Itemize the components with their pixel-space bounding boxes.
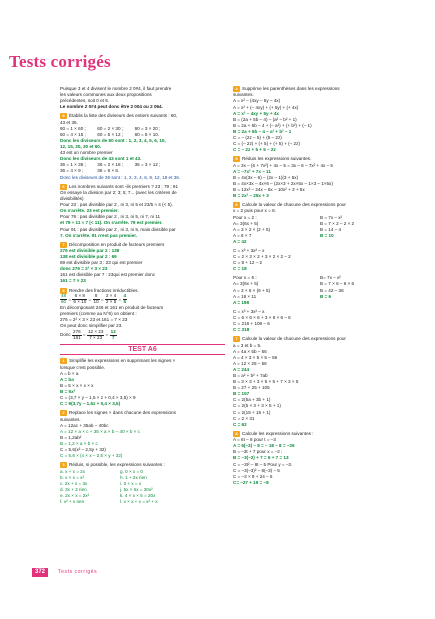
answer-line: C = 18 [233,266,247,272]
list-item: c. 2x + x = 3x [60,480,88,486]
answer-line: On s'arrête. 23 est premier. [60,208,119,214]
exercise-number-badge: 4 [233,86,240,92]
exercise-number-badge: 5 [233,156,240,162]
answer-line: A = 6(–3) – 8 = – 18 – 8 = –26 [233,443,295,449]
exercise-7-evaluate: 7 Calcule la valeur de chacune des expressions pour a = 3 et b = 5. A = 4a × 5b – 56 A = 4 × 3 × 5 × 5 – 56 A = 12 × 25 – 56 A = 244 B = a² + b² + 7ab B = 3 × 3 + 3 × 5 × 5 + 7 × 3 × 5 B = 27 + 25 + 105 B = 157 C = 2(5a + 3b + 1) C = 2(5 × 3 + 3 × 5 + 1) C = 2(15 + 15 + 1) C = 2 × 31 C = 62 [233,336,403,428]
answer-line: 161 = 7 × 23 [60,278,86,284]
text-line: Pour 23 : pas divisible par 2 , ni 3, ni 5 et 23/5 ≈ 4 (< 5). [60,202,173,208]
answer-line: donc 276 = 2² × 3 × 23 [60,266,108,272]
text-line: Pour 91 : pas divisible par 2 , ni 3, ni 5, mais divisible par [60,226,176,232]
answer-line: C = 318 [233,327,250,333]
exercise-title: Supprime les parenthèses dans les expressions [242,86,340,92]
text-line: 69 est divisible par 3 : 23 qui est premier [60,260,143,266]
answer-line: A = ba [60,376,74,382]
answer-line: Donc les diviseurs de 43 sont 1 et 43. [60,156,142,162]
answer-line: A = 12 × a × c + 35 × a × b – 40 × b × c [60,428,140,434]
text-line: B = 4x(3x – 6) – (2x – 1)(3 + 5x) [233,174,299,180]
answer-line: C = 9(3,7y – 1,5z + 0,4 × 3,5) [60,401,121,407]
answer-line: Donc les diviseurs de 36 sont : 1, 2, 3, 4, 6, 9, 12, 18 et 36. [60,174,181,180]
exercise-title: Replace les signes × dans chacune des expressions [69,410,176,416]
footer-label: Tests corrigés [58,569,98,575]
exercise-6-evaluate: 6 Calcule la valeur de chacune des expressions pour x = 2 puis pour x = 6. Pour x = 2 : A= 3(6x + 5) A = 3 × 2 × (2 + 5) A = 6 × 7 A = 42 B = 7x – x² B = 7 × 2 – 2 × 2 B = 14 – 4 B = 10 C = x³ + 3x² – x C = 2 × 2 × 2 + 3 × 2 × 2 – 2 C = 8 + 12 – 2 C = 18 Pour x = 6 : A= 3(6x + 5) A = 3 × 6 × (6 + 5) A = 18 × 11 A = 198 B= 7x – x² B = 7 × 6 – 6 × 6 B = 42 – 36 B = 6 C = x³ + 3x² – x C = 6 × 6 × 6 + 3 × 6 × 6 – 6 C = 216 + 108 – 6 C = 318 [233,202,403,333]
exercise-1-simplify [60,358,225,407]
exercise-5-reduce [233,156,403,199]
answer-line: Donc les diviseurs de 60 sont : 1, 2, 3, 4, 5, 6, 10, [60,137,166,143]
text-line: 276 = 2² × 3 × 23 et 161 = 7 × 23 [60,317,128,323]
exercise-title: Calcule la valeur de chacune des expressions pour [242,336,346,342]
intro-block [60,86,225,110]
exercise-number-badge: 1 [60,358,67,364]
text-line: A = x² + (– 4xy) + (+ 5y) + (+ 4x) [233,104,299,110]
answer-line: C= –27 + 19 = –8 [233,479,269,485]
answer-line: et 79 ÷ 11 ≈ 7 (< 11). On s'arrête. 79 est premier. [60,220,163,226]
right-column [233,86,403,486]
text-line: On peut donc simplifier par 23. [60,323,123,329]
list-item: l. x × x + x = x² + x [120,499,158,505]
answer-line: 138 est divisible par 2 : 69 [60,254,117,260]
exercise-8-compute: 8 Calcule les expressions suivantes : A = 6t – 8 pour t = –3 A = 6(–3) – 8 = – 18 – 8 = –26 B = –3t + 7 pour x = –2 ; B = –3(–2) + 7 = 6 + 7 = 13 C = –3t² – 8t – 5 Pour y = –3. C = –3(–3)² – 8(–3) – 5 C = –3 × 9 + 24 – 5 C= –27 + 19 = –8 [233,431,403,486]
text-line: les valeurs communes aux deux propositions [60,92,152,98]
text-line: 36 = 1 × 36 ; 36 = 2 × 18 ; 36 = 3 × 12 ; [60,162,161,168]
text-line: B = 4x×3x – 4x×6 – (2x×3 + 2x×5x – 1×3 – 1×5x) [233,180,333,186]
text-line: En décomposant 246 et 161 en produit de facteurs [60,304,164,310]
text-line: suivantes. [60,416,81,422]
text-line: 43 et 36. [60,119,78,125]
text-line: B = 5 × x × x × x [60,383,94,388]
answer-line: A = 244 [233,366,250,372]
text-line: Pour 79 : pas divisible par 2 , ni 3, ni 5, ni 7, ni 11 [60,214,161,220]
exercise-7-factorization [60,242,225,285]
list-item: i. 0 + x = x [120,480,142,486]
exercise-number-badge: 7 [60,242,67,248]
exercise-number-badge: 5 [60,113,67,119]
exercise-number-badge: 7 [233,336,240,342]
fraction-chain: $\frac{48}{60}$ = $\frac{6 \times 8}{6 \times 10}$ = $\frac{8}{10}$ = $\frac{2 \times 4}{2 \times 5}$ = $\frac{4}{5}$ [61,293,127,305]
exercise-number-badge: 3 [60,462,67,468]
text-line: A = x² – (4xy – 5y – 4x) [233,98,281,104]
text-line: B = 2a + 5b – 4 + (– a²) + (+ b²) + (– 1) [233,122,312,128]
exercise-4-parentheses [233,86,403,153]
answer-line: A = –7x² + 7x – 11 [233,168,271,174]
exercise-title: Rendre des fractions irréductibles. [69,287,139,293]
answer-line: A = x² – 4xy + 5y + 4x [233,110,279,116]
page-number: 372 [32,568,48,577]
answer-line: B = 1,2 × a × b × c [60,441,98,447]
exercise-number-badge: 8 [233,431,240,437]
text-line: C = (3,7 × y – 1,5 × z + 0,4 × 3,5) × 9 [60,395,136,401]
text-line: x = 2 puis pour x = 6. [233,208,276,214]
text-line: précédentes, soit 0 et 6. [60,98,110,104]
text-line: 60 = 4 × 15 ; 60 = 5 × 12 ; 60 = 6 × 10. [60,131,160,137]
answer-line: A = 42 [233,238,247,244]
list-item: g. 0 × x = 0 [120,468,143,474]
answer-line: C = – 2z + 5 + 5 – 2z [233,147,276,153]
text-line: divisibilités) [60,196,84,202]
list-item: k. 4 × x × 5 = 20x [120,493,156,499]
list-item: e. 2x × x = 2x² [60,493,90,499]
list-item: j. 5x × 6x = 30x² [120,486,153,492]
exercise-title: Réduis, si possible, les expressions suivantes : [69,462,165,468]
text-line: A = 3x – (6 + 7x²) + 4x – 5 = 3x – 6 – 7x² + 4x – 5 [233,162,333,168]
answer-line: A = 198 [233,299,250,305]
exercise-number-badge: 6 [233,202,240,208]
list-item: h. 1 + 2x rien [120,474,147,480]
exercise-title: Réduis les expressions suivantes. [242,156,312,162]
text-line: B = 12x² – 24x – 6x – 10x² + 3 + 5x [233,186,305,192]
answer-line: C = 62 [233,421,247,427]
text-line: A = b × a [60,370,79,376]
list-item: a. x + x = 2x [60,468,86,474]
text-line: suivantes. [233,92,254,98]
fraction-chain: Donc $\frac{276}{161}$ = $\frac{12 \times 23}{7 \times 23}$ = $\frac{12}{7}$ [60,328,116,340]
exercise-8-fractions [60,288,225,341]
text-line: A = 12ac + 35ab – 40bc [60,422,109,428]
exercise-title: Simplifie les expressions en supprimant les signes × [69,358,176,364]
exercise-number-badge: 2 [60,410,67,416]
text-line: lorsque c'est possible. [60,364,106,370]
text-line: B = (2a + 5b – 4) – (a² – b² + 1) [233,116,297,122]
list-item: f. x² + x rien [60,499,85,505]
text-line: On essaye la division par 2; 3; 5; 7... (avec les critères de [60,189,177,195]
exercise-title: Décomposition en produit de facteurs premiers [69,241,165,247]
text-line: Puisque 3 et 4 divisent le nombre 2 0#4, il faut prendre [60,86,172,91]
list-item: b. x × x = x² [60,474,84,480]
exercise-2-replace [60,410,225,459]
text-line: C = 5,6(x² – 2,5y + 32) [60,447,106,453]
exercise-5-divisors [60,113,225,180]
answer-line: C = 5,6 × (x × x – 2,5 × y + 32) [60,453,123,459]
text-line: 60 = 1 × 60 ; 60 = 2 × 30 ; 60 = 3 × 20 ; [60,125,161,131]
answer-line: B = 5x³ [60,389,76,395]
answer-line: B = 6 [320,293,332,299]
exercise-title: Calcule la valeur de chacune des expressions pour [242,202,346,208]
text-line: 161 est divisible par 7 : 23qui est premier donc [60,272,155,278]
answer-line: B = 157 [233,391,250,397]
page-title: Tests corrigés [9,52,111,71]
answer-line: 12, 15, 20, 30 et 60. [60,144,102,150]
text-line: 43 est un nombre premier [60,150,113,156]
exercise-number-badge: 8 [60,288,67,294]
list-item: d. 3x + 2 rien [60,486,87,492]
left-column [60,86,225,505]
text-line: C = – (2z – 5) + (5 – 2z) [233,134,282,140]
text-line: B = 1,2ab² [60,434,82,440]
answer-line: B = 10 [320,232,334,238]
exercise-3-reduce [60,462,225,505]
exercise-number-badge: 6 [60,184,67,190]
answer-line: B = 2x² – 25x + 3 [233,193,269,199]
text-line: 36 = 4 × 9 ; 36 = 6 × 6. [60,168,120,174]
answer-line: 276 est divisible par 2 : 138 [60,248,120,253]
text-line: Le nombre 2 0#4 peut donc être 2 004 ou 2 064. [60,104,163,110]
answer-line: B = 2a + 5b – 4 – a² + b² – 1 [233,128,292,134]
answer-line: B = –3(–2) + 7 = 6 + 7 = 13 [233,455,289,461]
text-line: premiers (comme au N°6) on obtient : [60,311,137,317]
exercise-6-primes [60,184,225,239]
answer-line: 7. On s'arrête. 91 n'est pas premier. [60,232,137,238]
section-heading-test-a6: TEST A6 [60,344,225,355]
exercise-title: Calcule les expressions suivantes : [242,431,314,437]
text-line: C = (– 2z) + (+ 5) + (+ 5) + (– 2z) [233,141,300,147]
exercise-title: Les nombres suivants sont -ils premiers ? 23 ; 79 ; 91 [69,183,179,189]
exercise-title: Établis la liste des diviseurs des entiers suivants : 60, [69,113,178,119]
